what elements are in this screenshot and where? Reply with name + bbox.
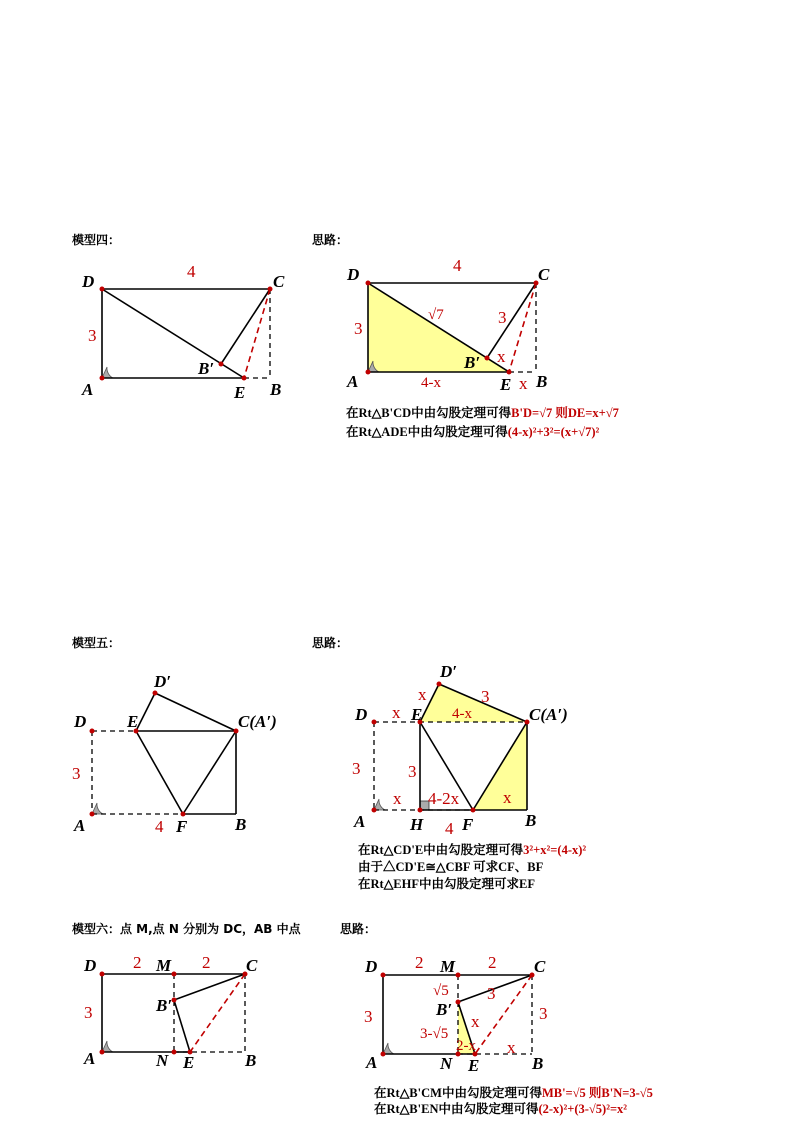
length-eh: 3	[408, 762, 417, 781]
note-prefix: 在Rt△EHF中由勾股定理可求EF	[358, 877, 535, 891]
length-bf: x	[503, 788, 512, 807]
point-d: D	[74, 712, 87, 731]
note-prefix: 由于△CD'E≅△CBF 可求CF、BF	[358, 860, 544, 874]
point-d: D	[365, 957, 378, 976]
point-a: A	[354, 812, 366, 831]
point-c: C	[538, 265, 550, 284]
model-six-title: 模型六：点 M,点 N 分别为 DC，AB 中点	[72, 922, 301, 936]
length-b-prime-e: x	[471, 1012, 480, 1031]
note-formula: 3²+x²=(4-x)²	[523, 843, 587, 857]
length-mc: 2	[488, 953, 497, 972]
length-b-prime-c: 3	[498, 308, 507, 327]
point-d: D	[82, 272, 95, 291]
point-b: B	[245, 1051, 257, 1070]
length-left: 3	[354, 319, 363, 338]
point-c-a-prime: C(A′)	[238, 712, 277, 731]
point-e: E	[468, 1056, 480, 1075]
length-d-prime-c: 3	[481, 687, 490, 706]
length-ec: 4-x	[452, 706, 472, 722]
note-prefix: 在Rt△B'CD中由勾股定理可得	[346, 406, 512, 420]
point-b-prime: B′	[198, 359, 215, 378]
point-f: F	[462, 815, 474, 834]
point-b-prime: B′	[464, 353, 481, 372]
length-bottom: 4	[445, 819, 454, 838]
point-c: C	[273, 272, 285, 291]
note-prefix: 在Rt△B'EN中由勾股定理可得	[374, 1102, 539, 1116]
point-a: A	[82, 380, 94, 399]
length-left: 3	[72, 764, 81, 783]
length-eb: x	[519, 374, 528, 393]
length-ah: x	[393, 789, 402, 808]
point-d: D	[84, 956, 97, 975]
point-h: H	[410, 815, 424, 834]
point-e: E	[183, 1053, 195, 1072]
length-ae: 4-x	[421, 375, 441, 391]
point-b: B	[536, 372, 548, 391]
point-b: B	[235, 815, 247, 834]
point-d: D	[355, 705, 368, 724]
length-b-prime-c: 3	[487, 984, 496, 1003]
point-e: E	[500, 375, 512, 394]
point-a: A	[347, 372, 359, 391]
point-n: N	[156, 1051, 169, 1070]
point-n: N	[440, 1054, 453, 1073]
point-c: C	[534, 957, 546, 976]
point-e: E	[411, 705, 423, 724]
point-b: B	[525, 811, 537, 830]
point-m: M	[440, 957, 456, 976]
length-left: 3	[88, 326, 97, 345]
length-left: 3	[84, 1003, 93, 1022]
point-b: B	[270, 380, 282, 399]
note-prefix: 在Rt△B'CM中由勾股定理可得	[374, 1086, 542, 1100]
length-left: 3	[364, 1007, 373, 1026]
model-four-title: 模型四：	[72, 233, 121, 247]
point-d: D	[347, 265, 360, 284]
length-bottom: 4	[155, 817, 164, 836]
note-formula: B'D=√7 则DE=x+√7	[511, 406, 619, 420]
model-six-note-2	[374, 1101, 627, 1118]
note-formula: (4-x)²+3²=(x+√7)²	[507, 425, 600, 439]
model-five-title: 模型五：	[72, 636, 121, 650]
model-six-note-1	[374, 1085, 653, 1102]
model-five-idea-title: 思路：	[312, 636, 349, 650]
point-a: A	[366, 1053, 378, 1072]
length-b-prime-n: 3-√5	[420, 1026, 449, 1042]
length-left: 3	[352, 759, 361, 778]
point-a: A	[84, 1049, 96, 1068]
note-prefix: 在Rt△ADE中由勾股定理可得	[346, 425, 508, 439]
length-right: 3	[539, 1004, 548, 1023]
length-dm: 2	[133, 953, 142, 972]
length-b-prime-d: √7	[428, 307, 444, 323]
point-e: E	[127, 712, 139, 731]
point-a: A	[74, 816, 86, 835]
note-prefix: 在Rt△CD'E中由勾股定理可得	[358, 843, 524, 857]
length-ne: 2-x	[456, 1038, 476, 1054]
point-b: B	[532, 1054, 544, 1073]
length-mb-prime: √5	[433, 983, 449, 999]
length-top: 4	[187, 262, 196, 281]
point-f: F	[176, 817, 188, 836]
point-c: C	[246, 956, 258, 975]
length-eb: x	[507, 1038, 516, 1057]
length-b-prime-e: x	[497, 347, 506, 366]
note-formula: MB'=√5 则B'N=3-√5	[541, 1086, 653, 1100]
point-b-prime: B′	[436, 1000, 453, 1019]
length-top: 4	[453, 256, 462, 275]
point-m: M	[156, 956, 172, 975]
point-e: E	[234, 383, 246, 402]
point-d-prime: D′	[440, 662, 458, 681]
model-six-idea-title: 思路：	[340, 922, 377, 936]
note-formula: (2-x)²+(3-√5)²=x²	[538, 1102, 628, 1116]
length-hf: 4-2x	[428, 789, 460, 808]
length-de: x	[392, 703, 401, 722]
point-b-prime: B′	[156, 996, 173, 1015]
model-four-idea-title: 思路：	[312, 233, 349, 247]
length-mc: 2	[202, 953, 211, 972]
point-d-prime: D′	[154, 672, 172, 691]
point-c-a-prime: C(A′)	[529, 705, 568, 724]
length-d-prime-e: x	[418, 685, 427, 704]
length-dm: 2	[415, 953, 424, 972]
